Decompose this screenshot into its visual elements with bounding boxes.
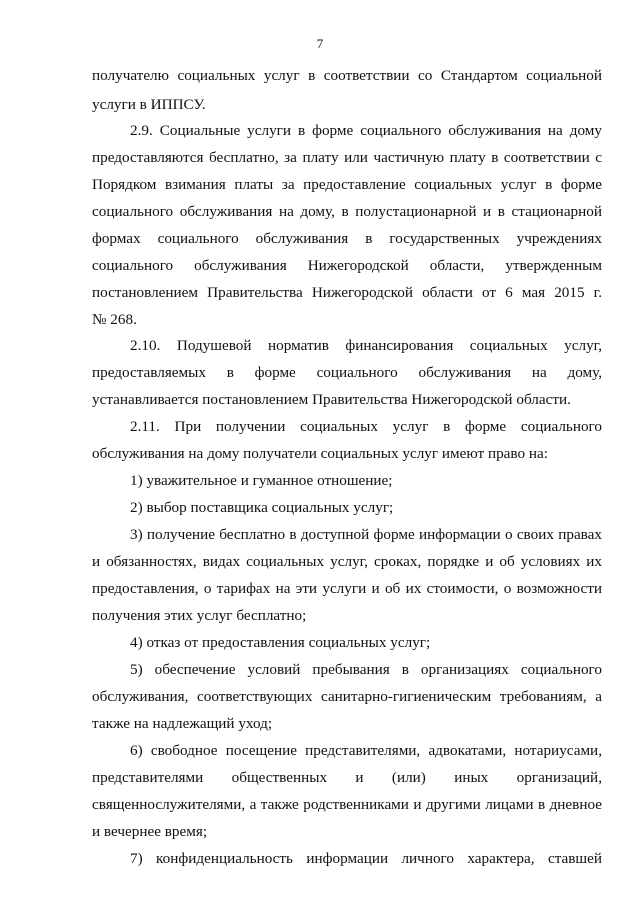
text-line: получения этих услуг бесплатно; [92, 607, 307, 624]
list-item-4: 4) отказ от предоставления социальных услуг; [130, 634, 431, 651]
page-number: 7 [316, 36, 324, 51]
list-item-7: 7) конфиденциальность информации личного характера, ставшей [130, 850, 602, 867]
text-line: предоставляются бесплатно, за плату или частичную плату в соответствии с [92, 149, 602, 166]
text-line: услуги в ИППСУ. [92, 96, 206, 113]
paragraph-2-9-start: 2.9. Социальные услуги в форме социального обслуживания на дому [130, 122, 602, 139]
list-item-3: 3) получение бесплатно в доступной форме информации о своих правах [130, 526, 602, 543]
text-line: представителями общественных и (или) иных организаций, [92, 769, 602, 786]
text-line: и вечернее время; [92, 823, 208, 840]
list-item-1: 1) уважительное и гуманное отношение; [130, 472, 393, 489]
text-line: получателю социальных услуг в соответствии со Стандартом социальной [92, 67, 602, 84]
text-line: социального обслуживания Нижегородской области, утвержденным [92, 257, 602, 274]
list-item-2: 2) выбор поставщика социальных услуг; [130, 499, 394, 516]
text-line: священнослужителями, а также родственниками и другими лицами в дневное [92, 796, 602, 813]
text-line: предоставляемых в форме социального обслуживания на дому, [92, 364, 602, 381]
text-line: обслуживания на дому получатели социальных услуг имеют право на: [92, 445, 548, 462]
text-line: и обязанностях, видах социальных услуг, сроках, порядке и об условиях их [92, 553, 602, 570]
text-line: социального обслуживания на дому, в полустационарной и в стационарной [92, 203, 602, 220]
text-line: № 268. [92, 311, 137, 328]
text-line: предоставления, о тарифах на эти услуги и об их стоимости, о возможности [92, 580, 602, 597]
text-line: формах социального обслуживания в государственных учреждениях [92, 230, 602, 247]
text-line: также на надлежащий уход; [92, 715, 273, 732]
text-line: Порядком взимания платы за предоставление социальных услуг в форме [92, 176, 602, 193]
text-line: постановлением Правительства Нижегородской области от 6 мая 2015 г. [92, 284, 602, 301]
text-line: обслуживания, соответствующих санитарно-гигиеническим требованиям, а [92, 688, 602, 705]
list-item-5: 5) обеспечение условий пребывания в организациях социального [130, 661, 602, 678]
paragraph-2-11-start: 2.11. При получении социальных услуг в форме социального [130, 418, 602, 435]
paragraph-2-10-start: 2.10. Подушевой норматив финансирования социальных услуг, [130, 337, 602, 354]
text-line: устанавливается постановлением Правительства Нижегородской области. [92, 391, 571, 408]
list-item-6: 6) свободное посещение представителями, адвокатами, нотариусами, [130, 742, 602, 759]
